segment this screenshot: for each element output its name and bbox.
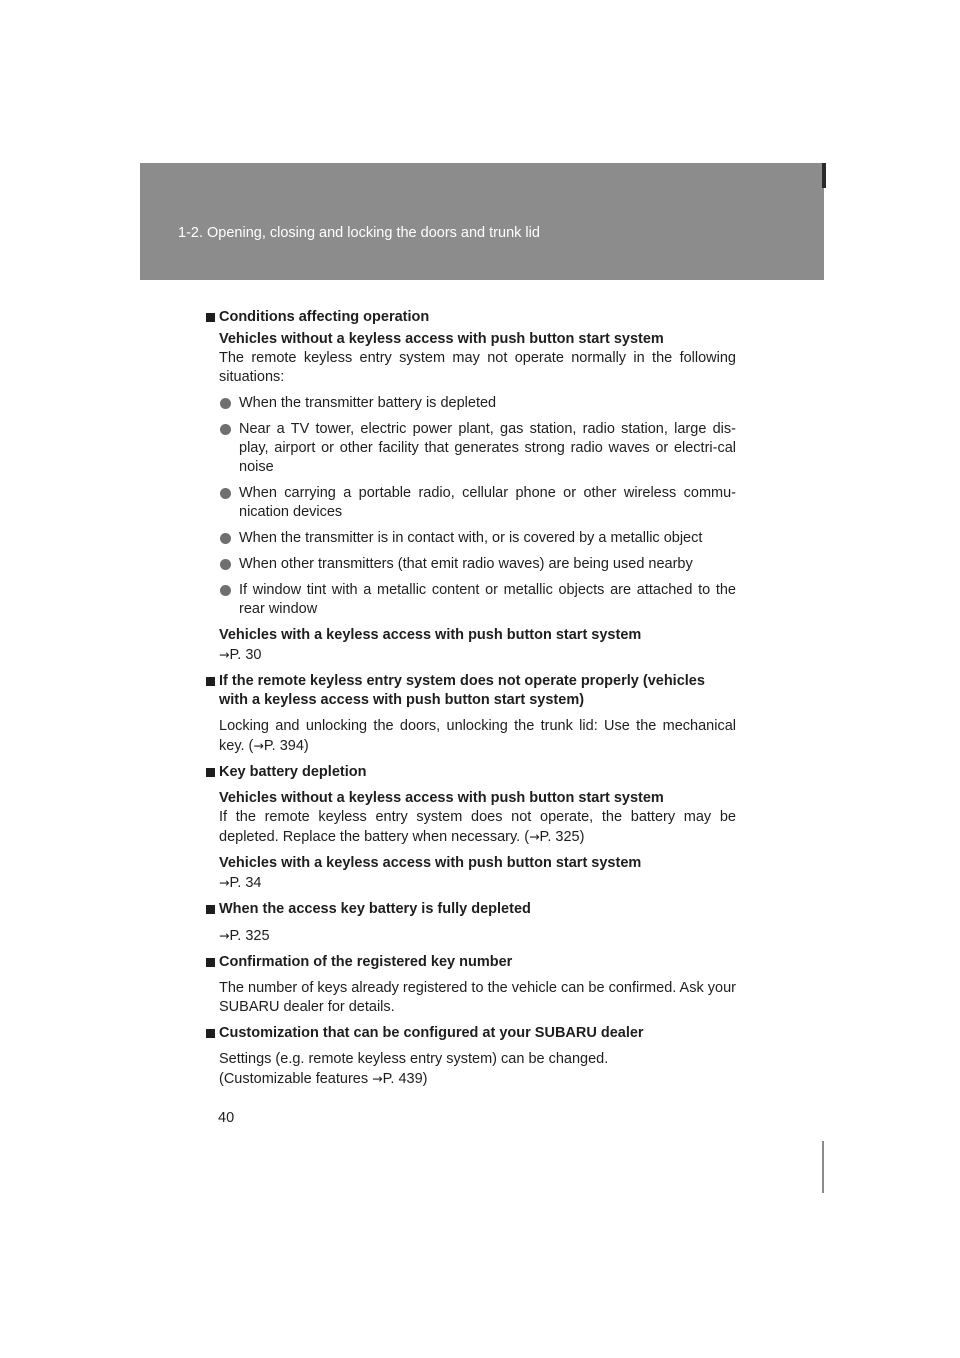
circle-bullet-icon [220,533,231,544]
section-heading-not-operate: If the remote keyless entry system does not operate properly (vehicles with a keyless access with push button start system) [219,672,736,710]
right-arrow-icon: → [219,928,230,943]
section-header-band [140,163,824,280]
subheading-without-keyless: Vehicles without a keyless access with push button start system [219,790,664,806]
page-reference: →P. 30 [219,647,262,663]
subheading-with-keyless: Vehicles with a keyless access with push button start system [219,855,642,871]
paragraph-intro: The remote keyless entry system may not operate normally in the following situations: [219,350,736,385]
section-heading-access-key-depleted: When the access key battery is fully depleted [219,900,736,919]
paragraph-battery: If the remote keyless entry system does not operate, the battery may be depleted. Replace the battery when necessary. (→P. 325) [219,809,736,845]
circle-bullet-icon [220,488,231,499]
right-arrow-icon: → [219,875,230,890]
page-content [219,308,736,1089]
circle-bullet-icon [220,424,231,435]
paragraph-customization: Settings (e.g. remote keyless entry system) can be changed. [219,1051,609,1067]
right-arrow-icon: → [219,647,230,662]
list-item: When other transmitters (that emit radio waves) are being used nearby [219,555,736,574]
section-header-title: 1-2. Opening, closing and locking the doors and trunk lid [178,225,540,241]
page-reference: →P. 34 [219,875,262,891]
paragraph-registered-keys: The number of keys already registered to the vehicle can be confirmed. Ask your SUBARU dealer for details. [219,980,736,1015]
circle-bullet-icon [220,398,231,409]
circle-bullet-icon [220,559,231,570]
list-item: When the transmitter battery is depleted [219,394,736,413]
square-bullet-icon [206,958,215,967]
right-arrow-icon: → [253,738,264,753]
circle-bullet-icon [220,585,231,596]
square-bullet-icon [206,313,215,322]
square-bullet-icon [206,768,215,777]
section-heading-conditions: Conditions affecting operation [219,308,736,327]
list-item: When the transmitter is in contact with, or is covered by a metallic object [219,529,736,548]
square-bullet-icon [206,905,215,914]
subheading-with-keyless: Vehicles with a keyless access with push button start system [219,627,642,643]
side-tab-mark [822,1141,824,1193]
subheading-without-keyless: Vehicles without a keyless access with push button start system [219,331,664,347]
section-heading-customization: Customization that can be configured at your SUBARU dealer [219,1024,736,1043]
page-number: 40 [218,1110,235,1126]
right-arrow-icon: → [372,1071,383,1086]
page-reference: →P. 325 [219,928,270,944]
customizable-features-note: (Customizable features →P. 439) [219,1071,428,1087]
right-arrow-icon: → [529,829,540,844]
square-bullet-icon [206,1029,215,1038]
list-item: When carrying a portable radio, cellular phone or other wireless commu-nication devices [219,484,736,522]
paragraph-mechanical-key: Locking and unlocking the doors, unlocking the trunk lid: Use the mechanical key. (→P. 394) [219,718,736,754]
list-item: Near a TV tower, electric power plant, gas station, radio station, large dis-play, airport or other facility that generates strong radio waves or electri-cal noise [219,420,736,477]
list-item: If window tint with a metallic content or metallic objects are attached to the rear window [219,581,736,619]
square-bullet-icon [206,677,215,686]
corner-mark [822,163,826,188]
section-heading-registered-keys: Confirmation of the registered key number [219,953,736,972]
section-heading-battery-depletion: Key battery depletion [219,763,736,782]
